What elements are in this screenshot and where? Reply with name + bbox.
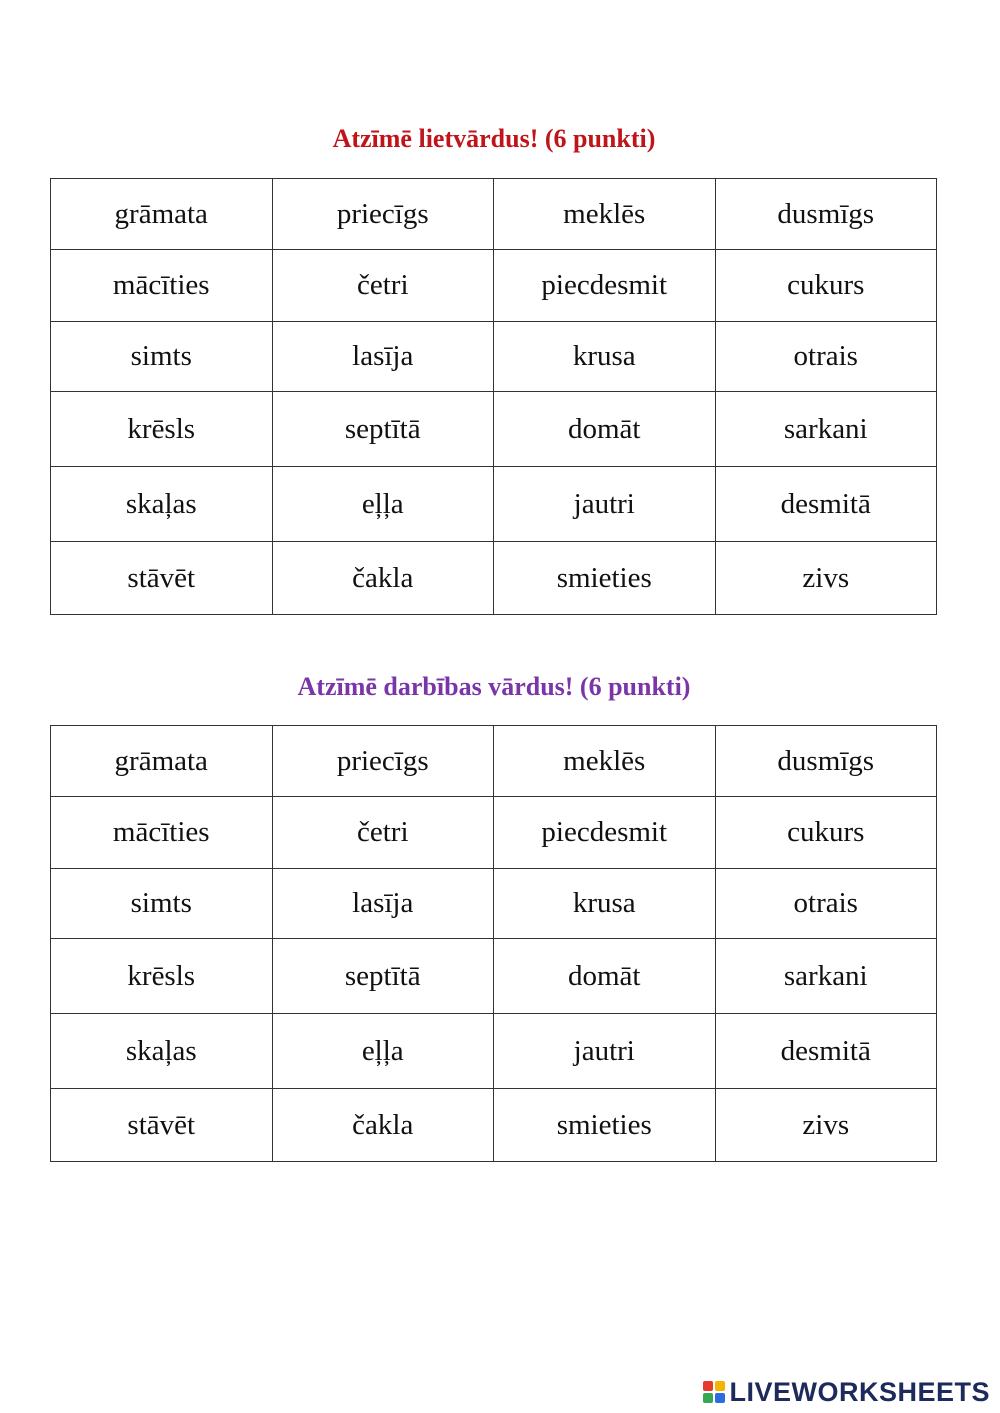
table-row bbox=[51, 726, 937, 797]
table-row bbox=[51, 1089, 937, 1162]
word-table-nouns bbox=[50, 178, 937, 615]
word-cell[interactable]: grāmata bbox=[51, 726, 273, 797]
word-cell[interactable]: sarkani bbox=[715, 939, 937, 1014]
liveworksheets-wordmark: LIVEWORKSHEETS bbox=[729, 1376, 990, 1407]
word-cell[interactable]: četri bbox=[272, 250, 494, 322]
table-row bbox=[51, 1014, 937, 1089]
word-cell[interactable]: krusa bbox=[494, 322, 716, 392]
table-row bbox=[51, 869, 937, 939]
word-cell[interactable]: piecdesmit bbox=[494, 250, 716, 322]
word-cell[interactable]: domāt bbox=[494, 392, 716, 467]
word-cell[interactable]: jautri bbox=[494, 467, 716, 542]
section-title-verbs: Atzīmē darbības vārdus! (6 punkti) bbox=[297, 672, 691, 701]
word-cell[interactable]: čakla bbox=[272, 1089, 494, 1162]
word-cell[interactable]: stāvēt bbox=[51, 1089, 273, 1162]
word-cell[interactable]: eļļa bbox=[272, 1014, 494, 1089]
word-table-verbs bbox=[50, 725, 937, 1162]
word-cell[interactable]: čakla bbox=[272, 542, 494, 615]
word-cell[interactable]: desmitā bbox=[715, 467, 937, 542]
word-cell[interactable]: jautri bbox=[494, 1014, 716, 1089]
word-cell[interactable]: priecīgs bbox=[272, 726, 494, 797]
word-cell[interactable]: desmitā bbox=[715, 1014, 937, 1089]
table-row bbox=[51, 322, 937, 392]
word-cell[interactable]: lasīja bbox=[272, 869, 494, 939]
table-row bbox=[51, 542, 937, 615]
logo-square-red bbox=[703, 1381, 713, 1391]
word-cell[interactable]: stāvēt bbox=[51, 542, 273, 615]
table-row bbox=[51, 179, 937, 250]
word-cell[interactable]: skaļas bbox=[51, 1014, 273, 1089]
word-cell[interactable]: mācīties bbox=[51, 250, 273, 322]
word-cell[interactable]: zivs bbox=[715, 542, 937, 615]
word-cell[interactable]: smieties bbox=[494, 542, 716, 615]
word-cell[interactable]: priecīgs bbox=[272, 179, 494, 250]
word-cell[interactable]: meklēs bbox=[494, 179, 716, 250]
word-cell[interactable]: četri bbox=[272, 797, 494, 869]
word-cell[interactable]: cukurs bbox=[715, 250, 937, 322]
word-cell[interactable]: simts bbox=[51, 869, 273, 939]
word-cell[interactable]: mācīties bbox=[51, 797, 273, 869]
word-cell[interactable]: sarkani bbox=[715, 392, 937, 467]
word-cell[interactable]: otrais bbox=[715, 869, 937, 939]
logo-square-blue bbox=[715, 1393, 725, 1403]
word-cell[interactable]: otrais bbox=[715, 322, 937, 392]
word-cell[interactable]: lasīja bbox=[272, 322, 494, 392]
word-cell[interactable]: skaļas bbox=[51, 467, 273, 542]
word-cell[interactable]: smieties bbox=[494, 1089, 716, 1162]
word-cell[interactable]: krusa bbox=[494, 869, 716, 939]
liveworksheets-logo-icon bbox=[703, 1381, 725, 1403]
logo-square-green bbox=[703, 1393, 713, 1403]
section-title-nouns: Atzīmē lietvārdus! (6 punkti) bbox=[332, 124, 656, 153]
liveworksheets-brand bbox=[703, 1377, 990, 1407]
table-row bbox=[51, 939, 937, 1014]
word-cell[interactable]: meklēs bbox=[494, 726, 716, 797]
word-cell[interactable]: dusmīgs bbox=[715, 726, 937, 797]
word-cell[interactable]: cukurs bbox=[715, 797, 937, 869]
word-cell[interactable]: krēsls bbox=[51, 392, 273, 467]
word-cell[interactable]: domāt bbox=[494, 939, 716, 1014]
table-row bbox=[51, 467, 937, 542]
word-cell[interactable]: grāmata bbox=[51, 179, 273, 250]
table-row bbox=[51, 797, 937, 869]
table-row bbox=[51, 392, 937, 467]
word-cell[interactable]: septītā bbox=[272, 939, 494, 1014]
word-cell[interactable]: krēsls bbox=[51, 939, 273, 1014]
word-cell[interactable]: eļļa bbox=[272, 467, 494, 542]
table-row bbox=[51, 250, 937, 322]
word-cell[interactable]: zivs bbox=[715, 1089, 937, 1162]
logo-square-yellow bbox=[715, 1381, 725, 1391]
word-cell[interactable]: simts bbox=[51, 322, 273, 392]
word-cell[interactable]: piecdesmit bbox=[494, 797, 716, 869]
word-cell[interactable]: dusmīgs bbox=[715, 179, 937, 250]
word-cell[interactable]: septītā bbox=[272, 392, 494, 467]
